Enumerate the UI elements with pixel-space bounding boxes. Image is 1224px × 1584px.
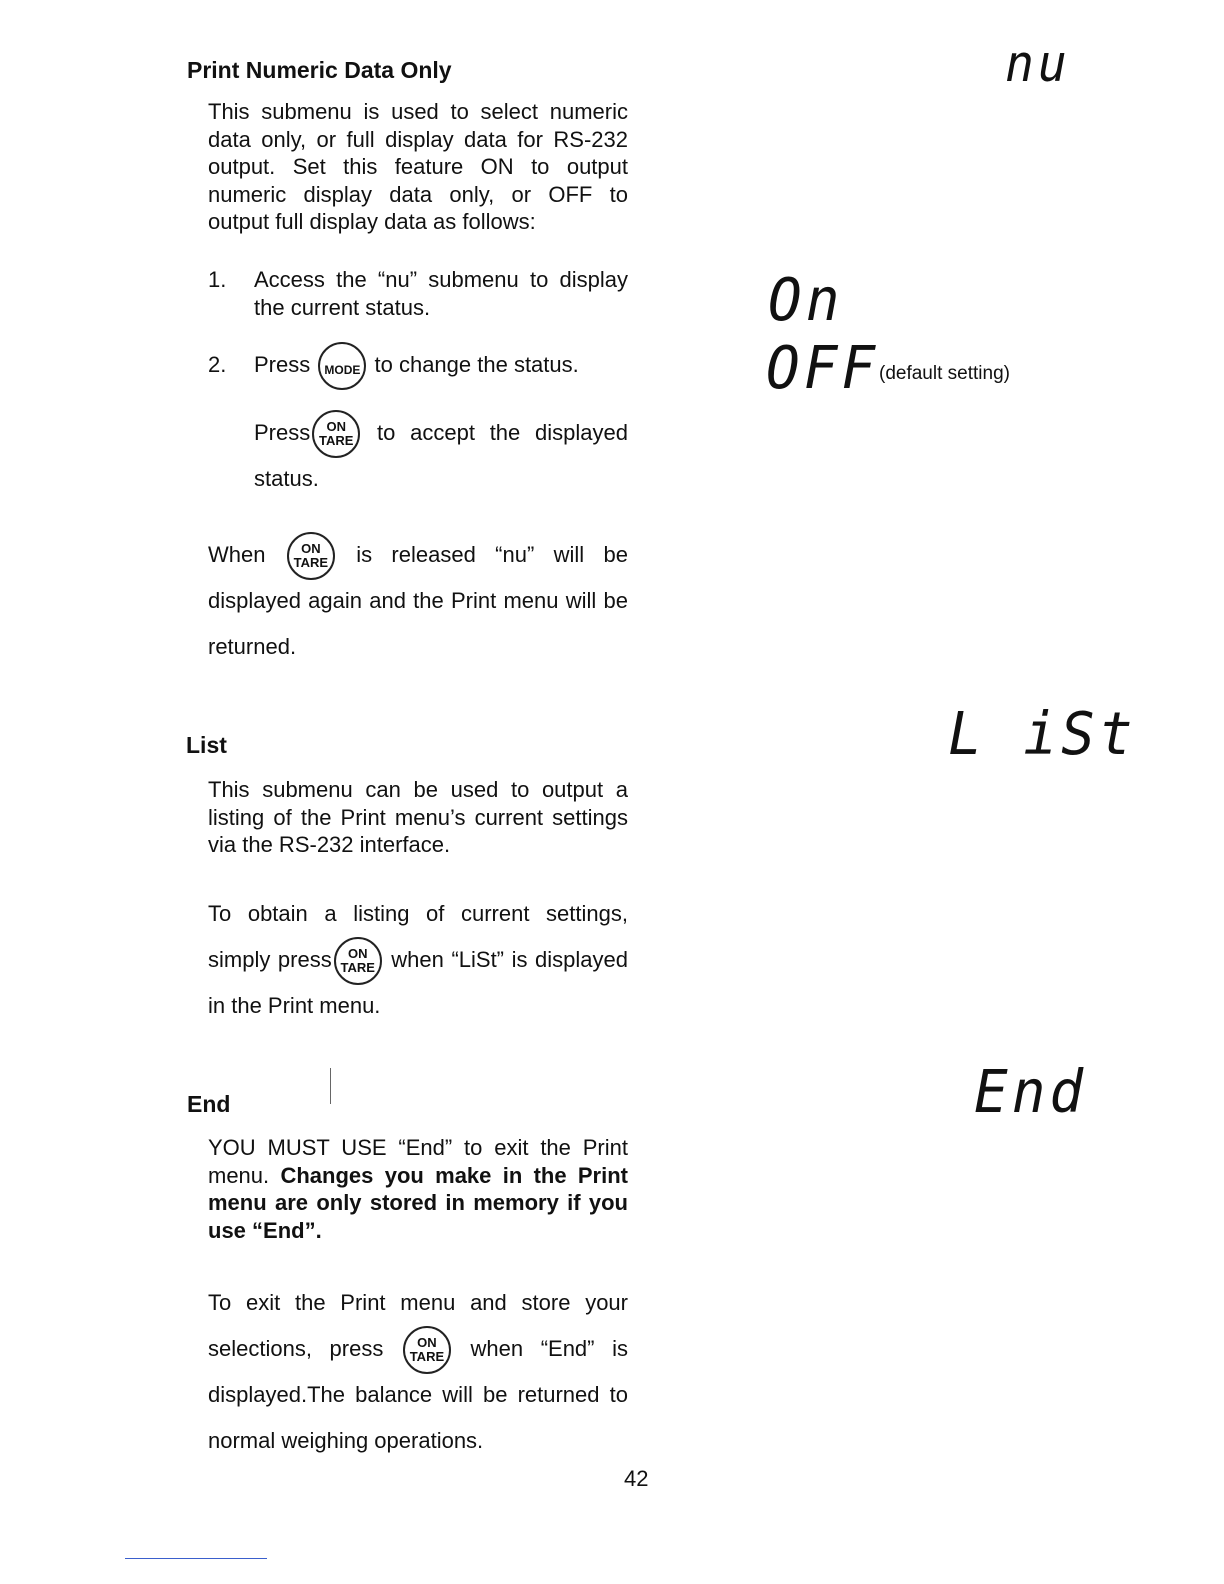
exit-text-post: when “End” is displayed.The balance will be returned to normal weighing operations.: [208, 1336, 628, 1453]
obtain-text-post: when “LiSt” is displayed in the Print menu.: [208, 947, 628, 1018]
nu-intro-paragraph: This submenu is used to select numeric data only, or full display data for RS-232 output. Set this feature ON to output numeric display data only, or OFF to output full display data as follows:: [208, 99, 628, 234]
on-tare-button-icon: ON TARE: [312, 410, 360, 458]
step-number: 1.: [208, 267, 227, 292]
step-text-post: to accept the displayed status.: [254, 420, 628, 491]
lcd-display-list: L iSt: [948, 700, 1137, 769]
warning-plain: YOU MUST USE “End” to exit the Print menu.: [208, 1135, 628, 1188]
end-exit-paragraph: [208, 1280, 628, 1464]
mode-button-icon: MODE: [318, 342, 366, 390]
exit-text-pre: To exit the Print menu and store your selections, press: [208, 1290, 628, 1361]
nu-step-2b: [254, 410, 628, 502]
step-text-pre: Press: [254, 420, 311, 445]
lcd-display-nu: nu: [1005, 34, 1071, 94]
step-text-post: to change the status.: [374, 352, 579, 377]
lcd-display-end: End: [974, 1058, 1088, 1127]
release-text-post: is released “nu” will be displayed again and the Print menu will be returned.: [208, 542, 629, 659]
end-warning-paragraph: [208, 1134, 628, 1244]
lcd-display-on: On: [768, 266, 844, 335]
step-text-pre: Press: [254, 352, 311, 377]
list-obtain-paragraph: [208, 891, 628, 1029]
footer-rule: [125, 1558, 267, 1559]
section-title-list: List: [186, 732, 227, 758]
section-title-nu: Print Numeric Data Only: [187, 57, 452, 83]
release-text-pre: When: [208, 542, 266, 567]
stray-mark: [330, 1068, 331, 1104]
nu-release-paragraph: [208, 532, 628, 670]
on-tare-button-icon: ON TARE: [403, 1326, 451, 1374]
on-tare-button-icon: ON TARE: [334, 937, 382, 985]
default-setting-note: (default setting): [879, 363, 1010, 384]
list-intro-paragraph: This submenu can be used to output a listing of the Print menu’s current settings via the RS-232 interface.: [208, 777, 628, 857]
obtain-text-pre: To obtain a listing of current settings, simply press: [208, 901, 628, 972]
step-number: 2.: [208, 352, 227, 377]
step-text: Access the “nu” submenu to display the current status.: [254, 267, 628, 320]
lcd-display-off: OFF: [766, 334, 880, 403]
page-number: 42: [624, 1466, 649, 1491]
nu-step-1: [208, 266, 628, 321]
section-title-end: End: [187, 1091, 231, 1117]
on-tare-button-icon: ON TARE: [287, 532, 335, 580]
warning-bold: Changes you make in the Print menu are only stored in memory if you use “End”.: [208, 1162, 629, 1243]
nu-step-2: [208, 351, 628, 379]
